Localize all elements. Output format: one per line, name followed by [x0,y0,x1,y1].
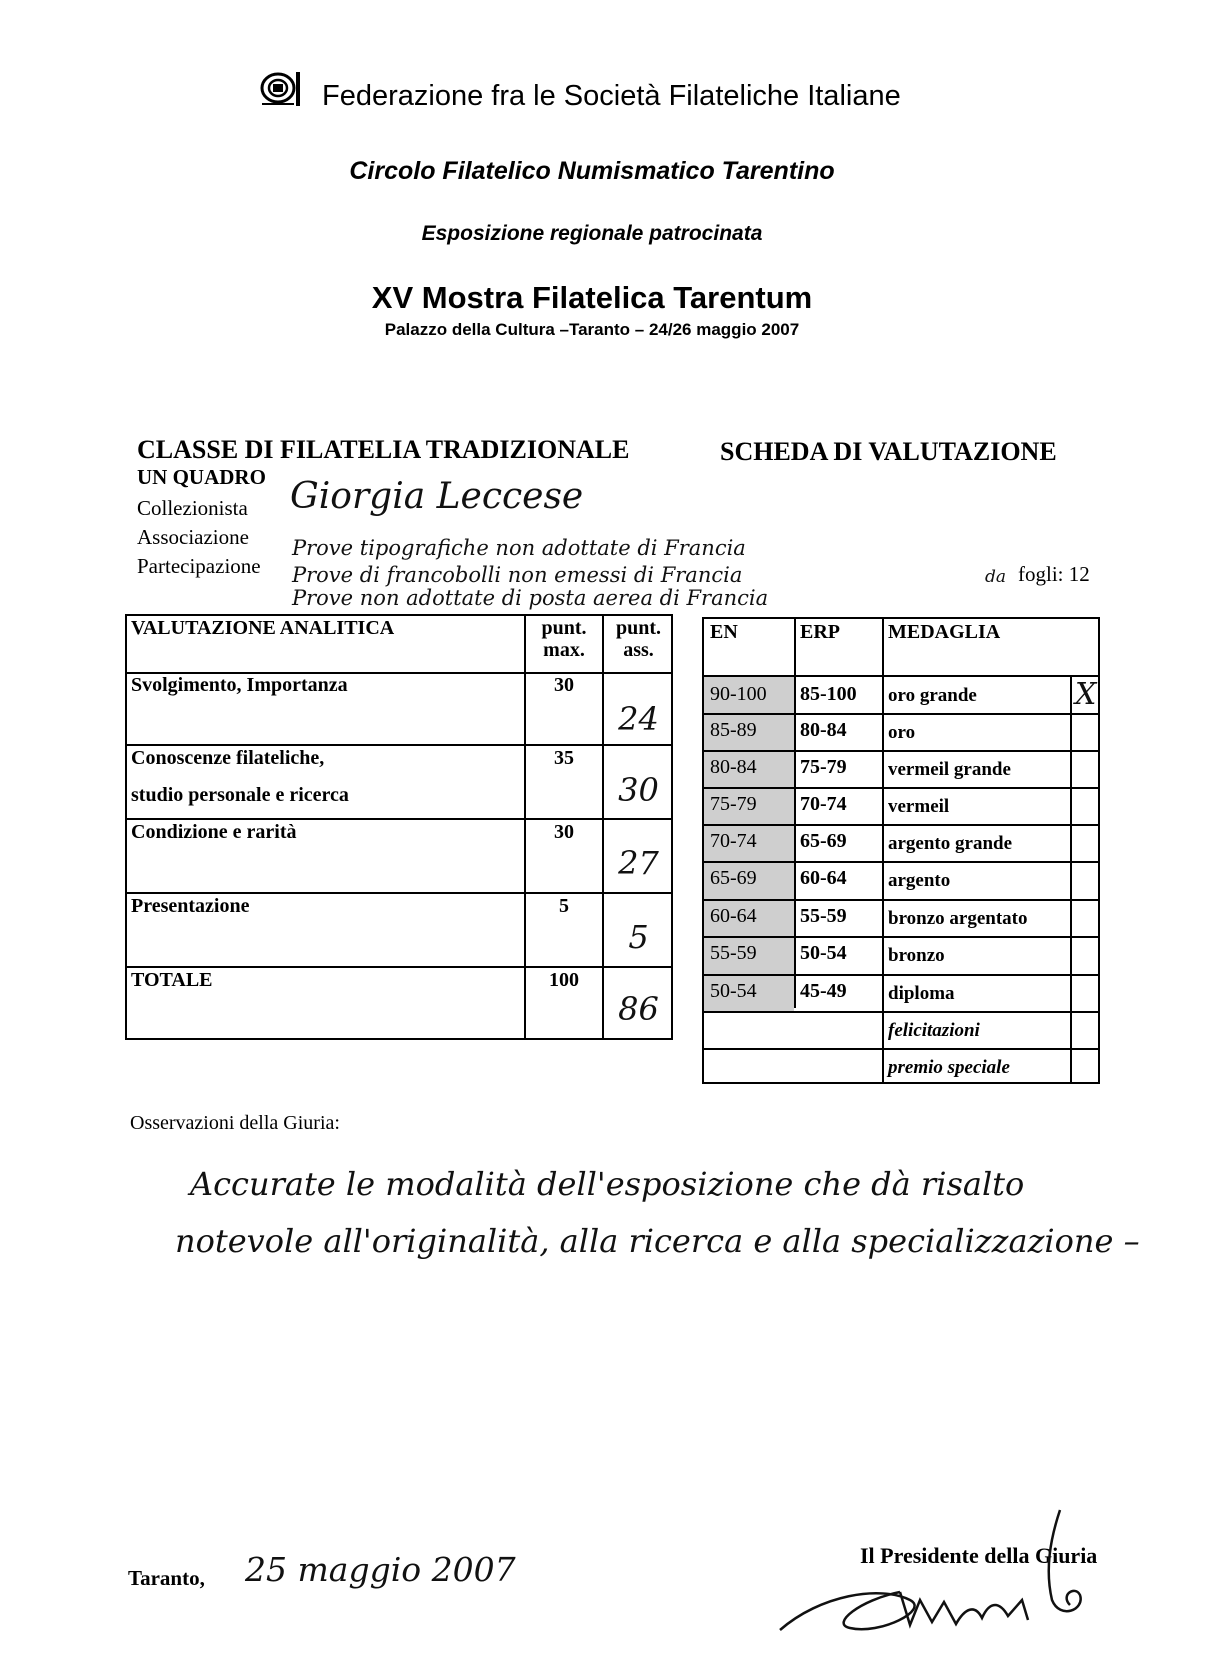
en-range: 65-69 [710,867,757,889]
en-range: 90-100 [710,683,767,705]
exhibition-title: XV Mostra Filatelica Tarentum [371,280,813,315]
special-prize-label: premio speciale [888,1057,1010,1078]
patronage-line: Esposizione regionale patrocinata [421,222,763,245]
criterion-label: Svolgimento, Importanza [131,674,348,696]
max-points: 35 [554,747,574,769]
federation-title: Federazione fra le Società Filateliche Italiane [322,80,901,112]
assigned-points: 5 [628,918,649,956]
participation-label: Partecipazione [137,554,261,578]
observations-label: Osservazioni della Giuria: [130,1112,340,1134]
medal-name: vermeil grande [888,759,1011,780]
en-range: 70-74 [710,830,757,852]
club-name: Circolo Filatelico Numismatico Tarentino [349,157,835,185]
president-label: Il Presidente della Giuria [860,1543,1098,1568]
sheet-title: SCHEDA DI VALUTAZIONE [720,437,1057,466]
en-range: 55-59 [710,942,757,964]
erp-range: 85-100 [800,683,857,705]
collector-label: Collezionista [137,496,248,520]
medal-name: bronzo argentato [888,908,1028,929]
association-label: Associazione [137,525,249,549]
assigned-points-header: punt. ass. [615,617,662,661]
total-assigned-points: 86 [618,990,659,1028]
place-label: Taranto, [128,1566,205,1590]
erp-range: 75-79 [800,756,847,778]
criterion-label: Condizione e rarità [131,821,297,843]
assigned-points: 30 [618,771,659,809]
sheets-prefix: da [985,567,1007,587]
max-points: 30 [554,674,574,696]
criterion-label: Conoscenze filateliche, [131,747,325,769]
criterion-label-cont: studio personale e ricerca [131,784,349,806]
erp-range: 50-54 [800,942,847,964]
medal-header: MEDAGLIA [888,621,1001,643]
max-points: 30 [554,821,574,843]
erp-range: 60-64 [800,867,847,889]
observations-text: Accurate le modalità dell'esposizione che dà risalto [190,1165,1025,1203]
medal-checkmark: X [1075,677,1097,712]
participation-line: Prove di francobolli non emessi di Francia [292,563,743,587]
criterion-label: Presentazione [131,895,250,917]
medal-table [702,617,1100,1084]
collector-value: Giorgia Leccese [290,476,584,517]
assigned-points: 27 [618,844,659,882]
frame-label: UN QUADRO [137,465,266,489]
max-points-header: punt. max. [541,617,587,661]
en-range: 80-84 [710,756,757,778]
observations-text: notevole all'originalità, alla ricerca e alla specializzazione – [175,1222,1140,1260]
venue-line: Palazzo della Cultura –Taranto – 24/26 maggio 2007 [384,320,800,339]
sheets-count: fogli: 12 [1018,562,1090,586]
erp-range: 65-69 [800,830,847,852]
medal-name: argento grande [888,833,1013,854]
medal-name: vermeil [888,796,950,817]
participation-line: Prove tipografiche non adottate di Francia [292,536,746,560]
max-points: 5 [559,895,569,917]
erp-range: 80-84 [800,719,847,741]
president-signature [760,1500,1120,1650]
erp-header: ERP [800,621,840,643]
erp-range: 55-59 [800,905,847,927]
class-title: CLASSE DI FILATELIA TRADIZIONALE [137,435,630,464]
analytic-header: VALUTAZIONE ANALITICA [131,617,395,639]
medal-name: oro grande [888,685,977,706]
en-range: 75-79 [710,793,757,815]
medal-name: bronzo [888,945,945,966]
total-max-points: 100 [549,969,579,991]
medal-name: argento [888,870,951,891]
assigned-points: 24 [618,700,659,738]
en-range: 60-64 [710,905,757,927]
date-value: 25 maggio 2007 [245,1550,516,1589]
en-range: 50-54 [710,980,757,1002]
federation-logo-icon [258,70,302,108]
participation-line: Prove non adottate di posta aerea di Francia [292,586,769,610]
analytic-table [125,614,673,1040]
medal-name: oro [888,722,916,743]
en-range: 85-89 [710,719,757,741]
medal-name: diploma [888,983,955,1004]
erp-range: 70-74 [800,793,847,815]
felicitazioni-label: felicitazioni [888,1020,980,1041]
total-label: TOTALE [131,969,213,991]
en-header: EN [710,621,738,643]
erp-range: 45-49 [800,980,847,1002]
